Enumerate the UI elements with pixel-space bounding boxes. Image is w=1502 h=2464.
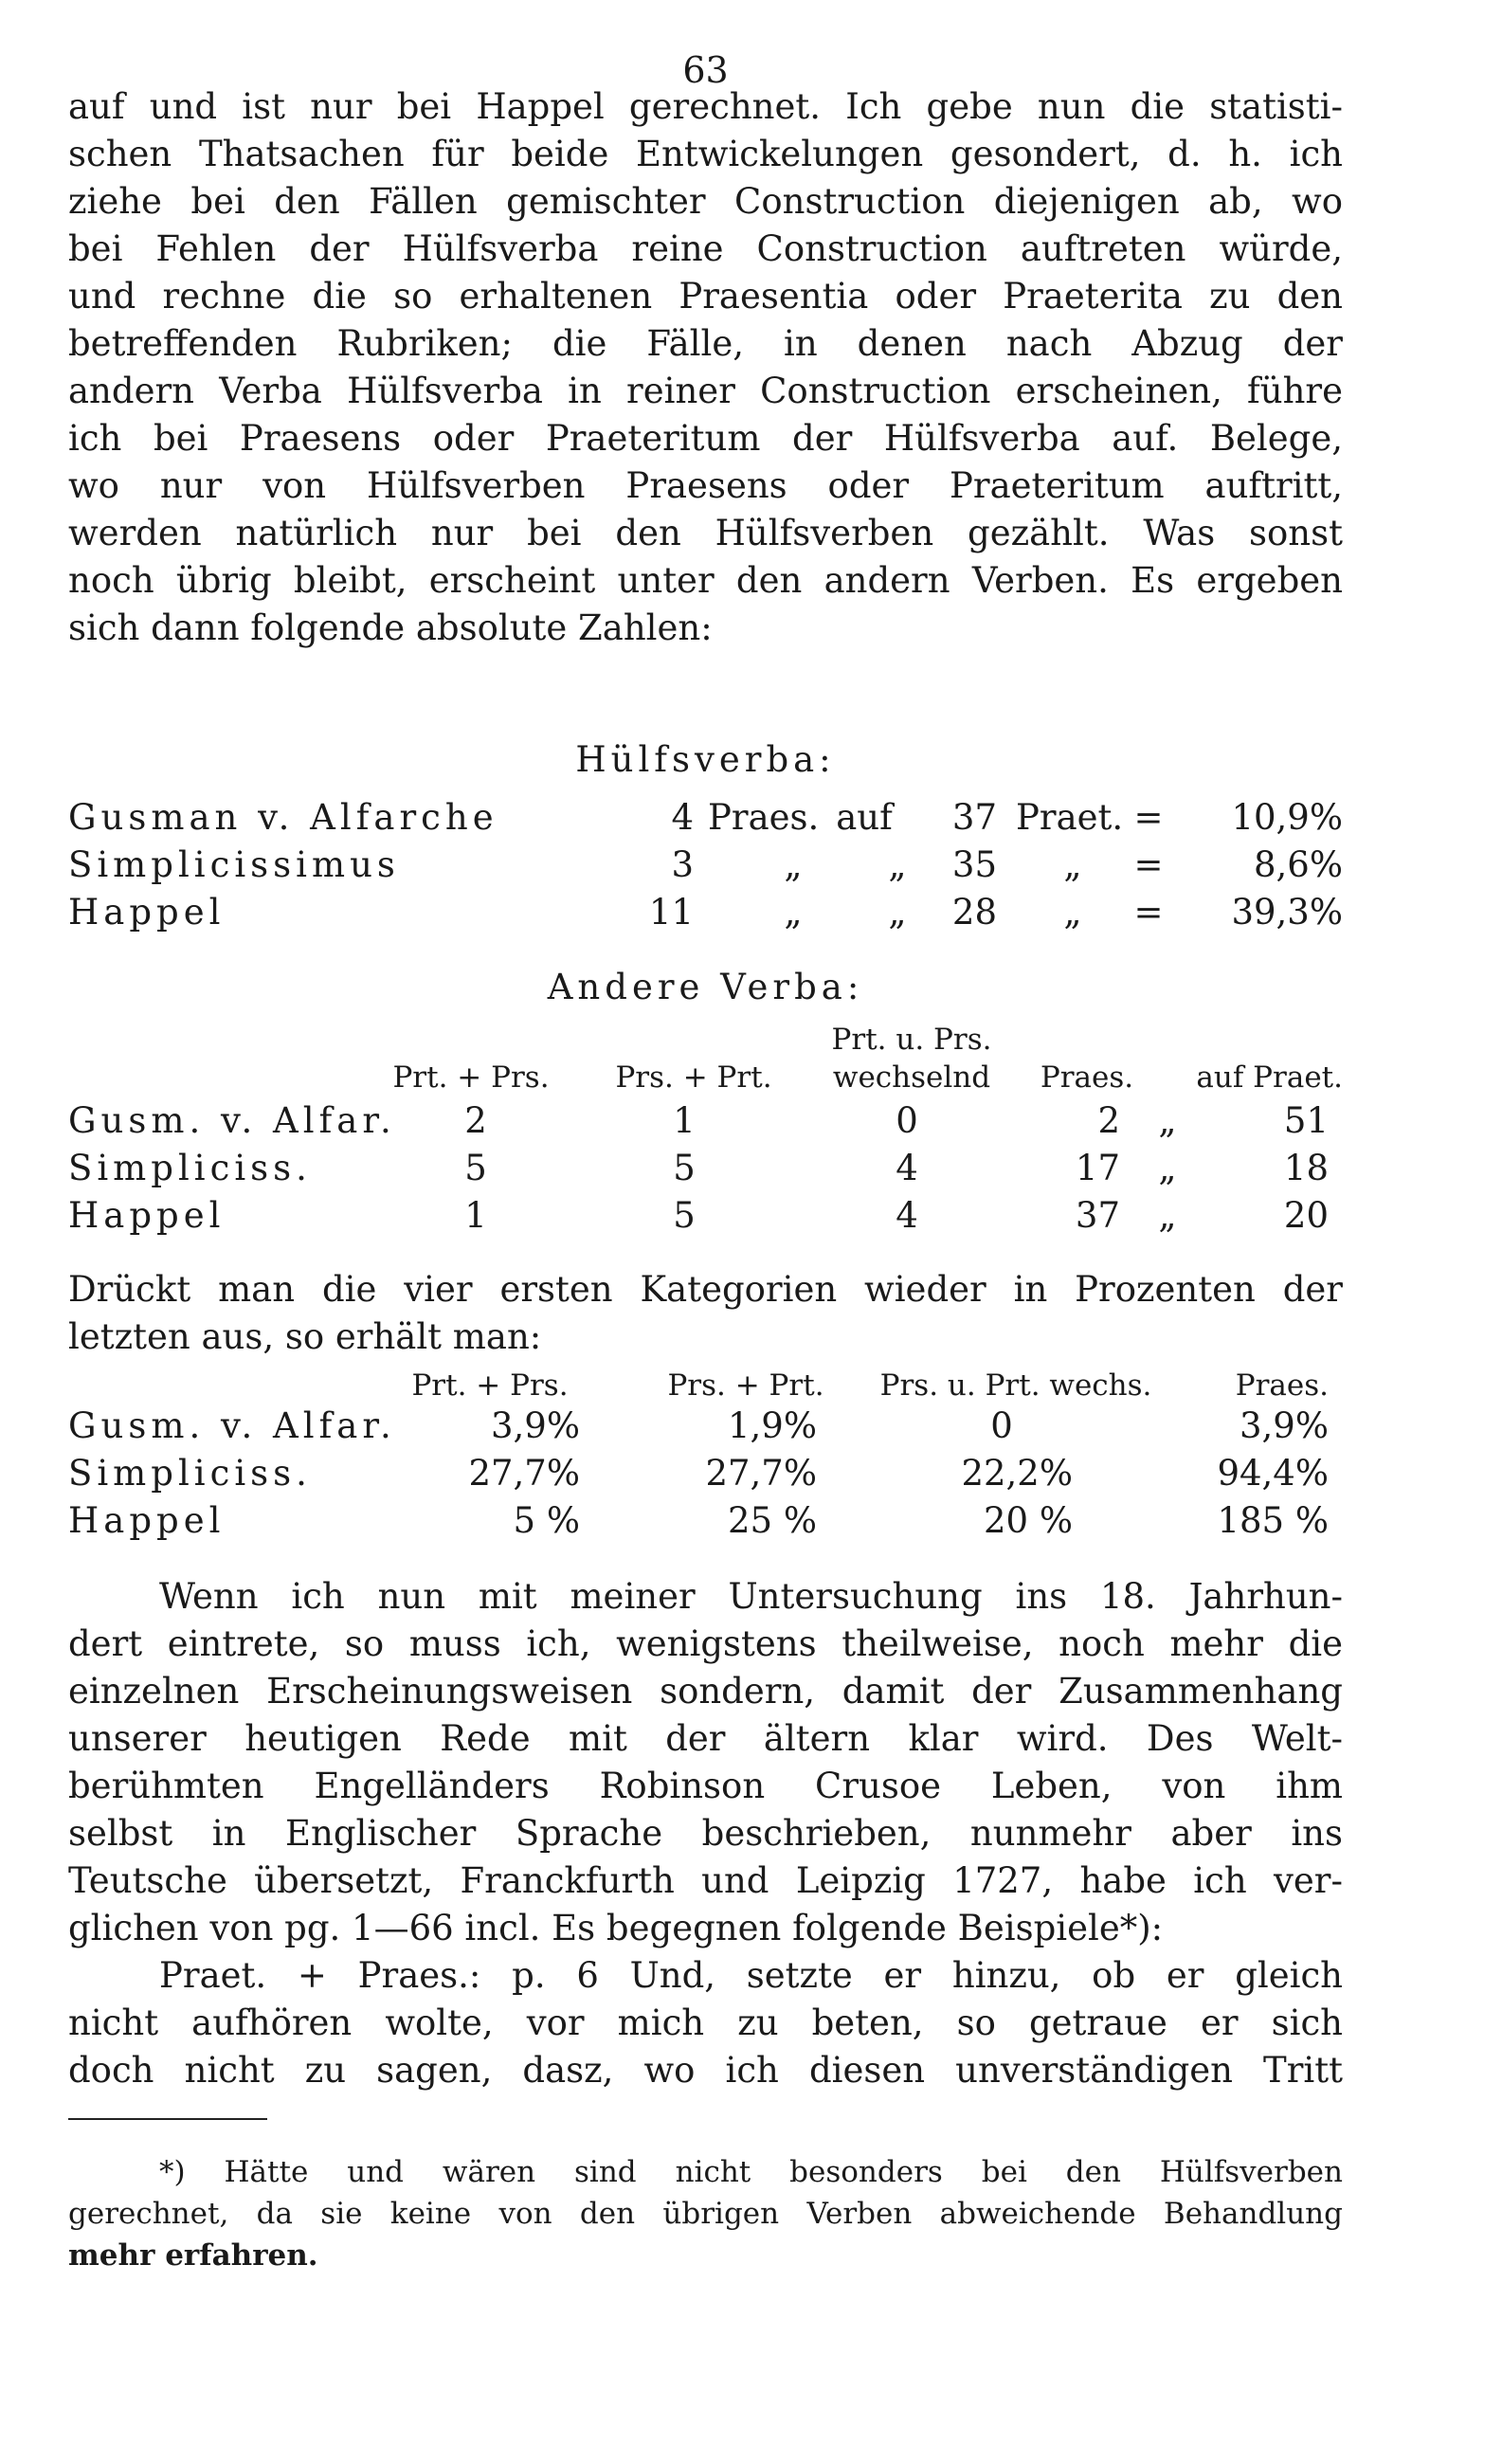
cell: 4 bbox=[896, 1148, 918, 1188]
cell: 28 bbox=[951, 892, 997, 933]
cell: 27,7% bbox=[468, 1453, 580, 1494]
footnote-line: *) Hätte und wären sind nicht besonders bei den Hülfsverben bbox=[159, 2155, 1343, 2189]
cell: 185 % bbox=[1217, 1500, 1329, 1541]
text-line: unserer heutigen Rede mit der ältern klar wird. Des Welt- bbox=[68, 1718, 1343, 1759]
cell: auf bbox=[836, 797, 893, 838]
cell: 25 % bbox=[728, 1500, 817, 1541]
column-header: Prt. u. Prs. bbox=[831, 1023, 992, 1057]
cell: „ bbox=[888, 892, 907, 933]
mid-paragraph bbox=[68, 1266, 1343, 1361]
cell: „ bbox=[1063, 892, 1082, 933]
cell: 3,9% bbox=[1240, 1405, 1329, 1446]
cell: 20 bbox=[1283, 1195, 1329, 1236]
row-label: Gusm. v. Alfar. bbox=[68, 1100, 396, 1141]
column-header: Prs. u. Prt. wechs. bbox=[879, 1368, 1152, 1403]
table1-heading: Hülfsverba: bbox=[575, 739, 836, 780]
footnote-line: mehr erfahren. bbox=[68, 2238, 318, 2273]
text-line: auf und ist nur bei Happel gerechnet. Ich gebe nun die statisti- bbox=[68, 86, 1343, 127]
example-paragraph bbox=[68, 1952, 1343, 2094]
cell: 8,6% bbox=[1254, 844, 1343, 885]
row-label: Gusman v. Alfarche bbox=[68, 797, 498, 838]
cell: = bbox=[1133, 797, 1164, 838]
text-line: Wenn ich nun mit meiner Untersuchung ins 18. Jahrhun- bbox=[159, 1576, 1343, 1617]
column-header: auf Praet. bbox=[1196, 1060, 1343, 1095]
row-label: Gusm. v. Alfar. bbox=[68, 1405, 396, 1446]
row-label: Simpliciss. bbox=[68, 1148, 312, 1188]
column-header: Prt. + Prs. bbox=[392, 1060, 550, 1095]
cell: 5 bbox=[673, 1148, 696, 1188]
text-line: Praet. + Praes.: p. 6 Und, setzte er hinzu, ob er gleich bbox=[159, 1955, 1343, 1996]
cell: Praes. bbox=[708, 797, 820, 838]
column-header: wechselnd bbox=[832, 1060, 991, 1095]
cell: 27,7% bbox=[705, 1453, 817, 1494]
cell: 5 bbox=[673, 1195, 696, 1236]
text-line: sich dann folgende absolute Zahlen: bbox=[68, 607, 713, 648]
cell: „ bbox=[784, 844, 803, 885]
cell: „ bbox=[1158, 1195, 1177, 1236]
text-line: werden natürlich nur bei den Hülfsverben gezählt. Was sonst bbox=[68, 513, 1343, 553]
cell: 17 bbox=[1075, 1148, 1120, 1188]
cell: „ bbox=[888, 844, 907, 885]
cell: 0 bbox=[990, 1405, 1013, 1446]
cell: 20 % bbox=[984, 1500, 1073, 1541]
cell: 37 bbox=[951, 797, 997, 838]
text-line: bei Fehlen der Hülfsverba reine Construction auftreten würde, bbox=[68, 228, 1343, 269]
table2-heading: Andere Verba: bbox=[547, 967, 864, 1007]
cell: 94,4% bbox=[1217, 1453, 1329, 1494]
cell: „ bbox=[1063, 844, 1082, 885]
column-header: Praes. bbox=[1040, 1060, 1134, 1095]
cell: 1 bbox=[673, 1100, 696, 1141]
intro-paragraph bbox=[68, 83, 1343, 652]
cell: 4 bbox=[671, 797, 694, 838]
cell: 0 bbox=[896, 1100, 918, 1141]
text-line: glichen von pg. 1—66 incl. Es begegnen folgende Beispiele*): bbox=[68, 1908, 1164, 1948]
column-header: Prs. + Prt. bbox=[667, 1368, 824, 1403]
body-paragraph bbox=[68, 1573, 1343, 1952]
text-line: noch übrig bleibt, erscheint unter den andern Verben. Es ergeben bbox=[68, 560, 1343, 601]
footnote bbox=[68, 2151, 1343, 2276]
text-line: andern Verba Hülfsverba in reiner Construction erscheinen, führe bbox=[68, 371, 1343, 411]
cell: „ bbox=[1158, 1100, 1177, 1141]
cell: 5 % bbox=[513, 1500, 580, 1541]
cell: 2 bbox=[464, 1100, 487, 1141]
cell: 10,9% bbox=[1231, 797, 1343, 838]
cell: 51 bbox=[1283, 1100, 1329, 1141]
text-line: und rechne die so erhaltenen Praesentia oder Praeterita zu den bbox=[68, 276, 1343, 317]
row-label: Happel bbox=[68, 892, 226, 933]
text-line: berühmten Engelländers Robinson Crusoe Leben, von ihm bbox=[68, 1766, 1343, 1806]
row-label: Happel bbox=[68, 1195, 226, 1236]
text-line: selbst in Englischer Sprache beschrieben, nunmehr aber ins bbox=[68, 1813, 1343, 1854]
cell: 22,2% bbox=[961, 1453, 1073, 1494]
row-label: Simplicissimus bbox=[68, 844, 400, 885]
column-header: Prt. + Prs. bbox=[411, 1368, 569, 1403]
text-line: nicht aufhören wolte, vor mich zu beten, so getraue er sich bbox=[68, 2002, 1343, 2043]
cell: 5 bbox=[464, 1148, 487, 1188]
text-line: letzten aus, so erhält man: bbox=[68, 1316, 542, 1357]
cell: 35 bbox=[951, 844, 997, 885]
text-line: einzelnen Erscheinungsweisen sondern, damit der Zusammenhang bbox=[68, 1671, 1343, 1712]
text-line: Drückt man die vier ersten Kategorien wieder in Prozenten der bbox=[68, 1269, 1343, 1310]
cell: = bbox=[1133, 892, 1164, 933]
cell: „ bbox=[784, 892, 803, 933]
text-line: dert eintrete, so muss ich, wenigstens theilweise, noch mehr die bbox=[68, 1623, 1343, 1664]
cell: 18 bbox=[1283, 1148, 1329, 1188]
text-line: ich bei Praesens oder Praeteritum der Hülfsverba auf. Belege, bbox=[68, 418, 1343, 459]
text-line: schen Thatsachen für beide Entwickelungen gesondert, d. h. ich bbox=[68, 134, 1343, 174]
text-line: betreffenden Rubriken; die Fälle, in denen nach Abzug der bbox=[68, 323, 1343, 364]
cell: 3,9% bbox=[491, 1405, 580, 1446]
cell: 3 bbox=[671, 844, 694, 885]
cell: 4 bbox=[896, 1195, 918, 1236]
cell: = bbox=[1133, 844, 1164, 885]
book-page bbox=[68, 0, 1343, 2464]
footnote-line: gerechnet, da sie keine von den übrigen Verben abweichende Behandlung bbox=[68, 2197, 1343, 2231]
page-number: 63 bbox=[682, 49, 729, 91]
cell: 37 bbox=[1075, 1195, 1120, 1236]
footnote-divider bbox=[68, 2118, 267, 2120]
cell: 1,9% bbox=[728, 1405, 817, 1446]
cell: Praet. bbox=[1016, 797, 1124, 838]
cell: 39,3% bbox=[1231, 892, 1343, 933]
row-label: Simpliciss. bbox=[68, 1453, 312, 1494]
cell: 2 bbox=[1097, 1100, 1120, 1141]
column-header: Praes. bbox=[1235, 1368, 1329, 1403]
cell: „ bbox=[1158, 1148, 1177, 1188]
cell: 1 bbox=[464, 1195, 487, 1236]
cell: 11 bbox=[648, 892, 694, 933]
column-header: Prs. + Prt. bbox=[615, 1060, 772, 1095]
text-line: doch nicht zu sagen, dasz, wo ich diesen unverständigen Tritt bbox=[68, 2050, 1343, 2091]
text-line: Teutsche übersetzt, Franckfurth und Leipzig 1727, habe ich ver- bbox=[68, 1860, 1343, 1901]
row-label: Happel bbox=[68, 1500, 226, 1541]
text-line: ziehe bei den Fällen gemischter Construction diejenigen ab, wo bbox=[68, 181, 1343, 222]
text-line: wo nur von Hülfsverben Praesens oder Praeteritum auftritt, bbox=[68, 465, 1343, 506]
